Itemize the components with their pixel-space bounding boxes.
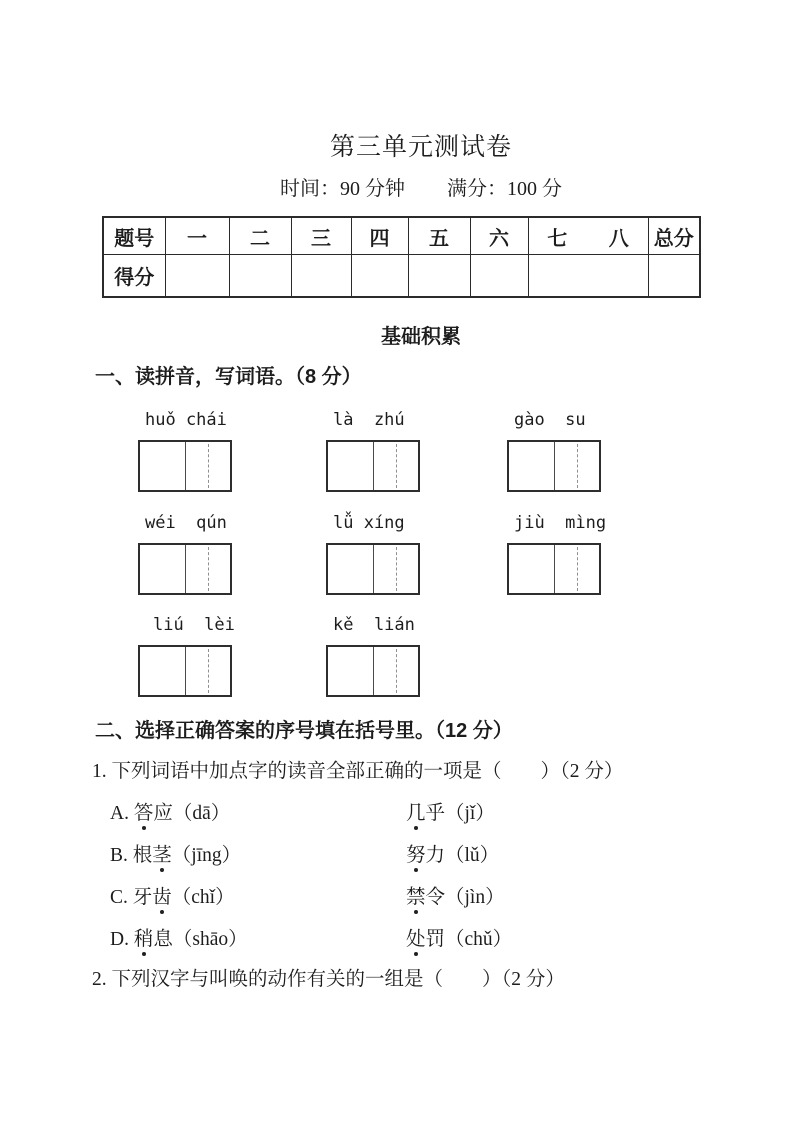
box-divider-line: [373, 545, 374, 593]
pinyin-item: [138, 612, 234, 697]
pinyin-item: [507, 407, 603, 492]
box-dashed-guide: [577, 444, 578, 488]
question-2-2-text: 2. 下列汉字与叫唤的动作有关的一组是（ ）（2 分）: [92, 969, 565, 990]
box-dashed-guide: [208, 444, 209, 488]
score-table-header-cell: 六: [470, 217, 528, 255]
question-2-heading: 二、选择正确答案的序号填在括号里。（12 分）: [95, 720, 513, 742]
pinyin-label: là zhú: [333, 410, 405, 430]
box-divider-line: [185, 442, 186, 490]
score-blank-cell: [351, 255, 408, 298]
score-blank-cell: [470, 255, 528, 298]
emphasized-char: 茎: [152, 839, 172, 867]
score-blank-cell: [165, 255, 229, 298]
box-dashed-guide: [208, 649, 209, 693]
emphasized-char: 稍: [134, 923, 154, 951]
box-dashed-guide: [577, 547, 578, 591]
option-d-right: 处罚（chǔ）: [406, 923, 512, 951]
pinyin-item: [326, 510, 422, 595]
answer-writing-box: [138, 543, 232, 595]
answer-writing-box: [326, 543, 420, 595]
score-blank-cell: [291, 255, 351, 298]
box-dashed-guide: [396, 547, 397, 591]
score-blank-cell: [229, 255, 291, 298]
pinyin-label: wéi qún: [145, 513, 227, 533]
pinyin-label: kě lián: [333, 615, 415, 635]
exam-meta: [49, 172, 793, 201]
emphasized-char: 禁: [406, 881, 426, 909]
box-dashed-guide: [396, 649, 397, 693]
answer-writing-box: [507, 440, 601, 492]
score-table: [102, 216, 701, 298]
option-row-a: [0, 797, 793, 823]
option-b-left: B. 根茎（jīng）: [110, 839, 241, 867]
option-b-right: 努力（lǔ）: [406, 839, 499, 867]
score-table-header-cell: 五: [408, 217, 470, 255]
answer-writing-box: [507, 543, 601, 595]
option-a-left: A. 答应（dā）: [110, 797, 230, 825]
box-dashed-guide: [396, 444, 397, 488]
box-divider-line: [554, 442, 555, 490]
answer-writing-box: [326, 645, 420, 697]
score-table-header-cell: 一: [165, 217, 229, 255]
emphasized-char: 答: [134, 797, 154, 825]
score-blank-cell: [528, 255, 648, 298]
score-blank-cell: [408, 255, 470, 298]
box-divider-line: [185, 545, 186, 593]
box-divider-line: [373, 647, 374, 695]
option-c-left: C. 牙齿（chǐ）: [110, 881, 235, 909]
answer-writing-box: [326, 440, 420, 492]
score-table-header-cell: 七 八: [528, 217, 648, 255]
score-blank-cell: [648, 255, 700, 298]
pinyin-item: [507, 510, 607, 595]
score-table-header-cell: 二: [229, 217, 291, 255]
pinyin-label: lǚ xíng: [333, 513, 405, 533]
time-limit-text: 时间：90 分钟: [280, 178, 405, 200]
paper-title: 第三单元测试卷: [329, 134, 512, 161]
answer-writing-box: [138, 440, 232, 492]
option-d-left: D. 稍息（shāo）: [110, 923, 248, 951]
box-divider-line: [554, 545, 555, 593]
score-table-header-row: [103, 217, 700, 255]
score-table-header-cell: 四: [351, 217, 408, 255]
pinyin-item: [326, 612, 422, 697]
emphasized-char: 几: [406, 797, 426, 825]
pinyin-label: liú lèi: [153, 615, 235, 635]
score-table-header-cell: 总分: [648, 217, 700, 255]
emphasized-char: 齿: [152, 881, 172, 909]
pinyin-label: gào su: [514, 410, 586, 430]
question-1-heading: 一、读拼音，写词语。（8 分）: [95, 366, 362, 388]
pinyin-item: [326, 407, 422, 492]
box-dashed-guide: [208, 547, 209, 591]
pinyin-item: [138, 407, 234, 492]
score-label: 得分: [103, 255, 165, 298]
emphasized-char: 处: [406, 923, 426, 951]
box-divider-line: [185, 647, 186, 695]
option-a-right: 几乎（jǐ）: [406, 797, 495, 825]
pinyin-item: [138, 510, 234, 595]
emphasized-char: 努: [406, 839, 426, 867]
pinyin-label: jiù mìng: [514, 513, 607, 533]
pinyin-label: huǒ chái: [145, 410, 227, 430]
full-score-text: 满分：100 分: [447, 178, 562, 200]
option-c-right: 禁令（jìn）: [406, 881, 505, 909]
section-heading-basic: 基础积累: [381, 326, 461, 348]
question-number-label: 题号: [103, 217, 165, 255]
score-table-score-row: [103, 255, 700, 298]
box-divider-line: [373, 442, 374, 490]
option-row-d: [0, 923, 793, 949]
score-table-header-cell: 三: [291, 217, 351, 255]
answer-writing-box: [138, 645, 232, 697]
option-row-c: [0, 881, 793, 907]
question-2-1-text: 1. 下列词语中加点字的读音全部正确的一项是（ ）（2 分）: [92, 761, 624, 782]
option-row-b: [0, 839, 793, 865]
